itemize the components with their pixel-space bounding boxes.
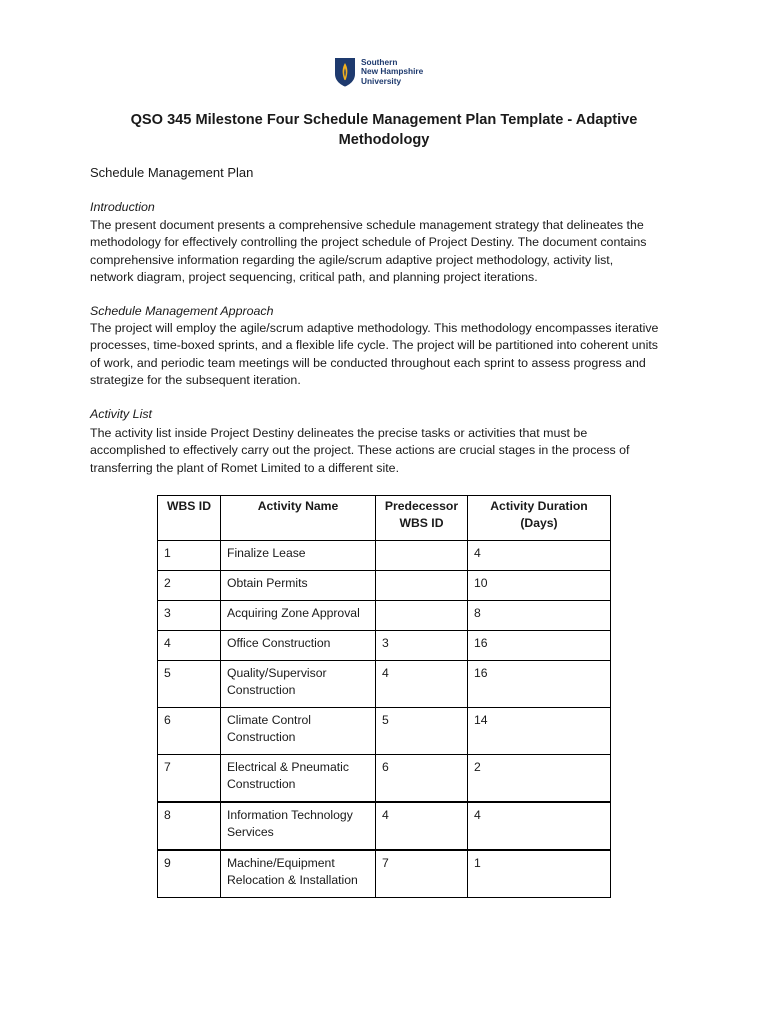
title-line-2: Methodology xyxy=(338,132,430,148)
cell-predecessor xyxy=(376,541,468,571)
introduction-paragraph xyxy=(90,217,690,287)
cell-duration: 4 xyxy=(468,802,611,850)
cell-duration: 10 xyxy=(468,571,611,601)
header-wbs-id: WBS ID xyxy=(158,496,221,541)
paragraph-line: network diagram, project sequencing, critical path, and planning project iterations. xyxy=(90,270,538,285)
cell-activity-name: Office Construction xyxy=(221,631,376,661)
table-row xyxy=(158,571,611,601)
document-title xyxy=(90,110,678,150)
header-activity-name: Activity Name xyxy=(221,496,376,541)
cell-activity-name: Machine/Equipment Relocation & Installation xyxy=(221,850,376,898)
cell-duration: 16 xyxy=(468,661,611,708)
paragraph-line: The project will employ the agile/scrum adaptive methodology. This methodology encompasses iterative xyxy=(90,321,659,335)
table-header-row xyxy=(158,496,611,541)
cell-predecessor: 4 xyxy=(376,661,468,708)
cell-wbs-id: 1 xyxy=(158,541,221,571)
table-row xyxy=(158,601,611,631)
section-title: Schedule Management Plan xyxy=(90,165,254,180)
logo-line-2: New Hampshire xyxy=(361,66,424,77)
cell-predecessor xyxy=(376,601,468,631)
logo-line-1: Southern xyxy=(361,56,398,67)
paragraph-line: The present document presents a comprehensive schedule management strategy that delineates the xyxy=(90,218,644,232)
introduction-heading: Introduction xyxy=(90,200,155,214)
paragraph-line: comprehensive information regarding the agile/scrum adaptive project methodology, activity list, xyxy=(90,252,614,267)
shield-icon xyxy=(334,57,356,87)
paragraph-line: The activity list inside Project Destiny delineates the precise tasks or activities that must be xyxy=(90,426,588,440)
header-predecessor: Predecessor WBS ID xyxy=(376,496,468,541)
cell-predecessor: 4 xyxy=(376,802,468,850)
cell-wbs-id: 2 xyxy=(158,571,221,601)
cell-predecessor: 7 xyxy=(376,850,468,898)
activity-list-paragraph xyxy=(90,425,690,477)
activity-table xyxy=(157,495,611,898)
cell-wbs-id: 9 xyxy=(158,850,221,898)
approach-heading: Schedule Management Approach xyxy=(90,304,274,318)
paragraph-line: processes, time-boxed sprints, and a flexible life cycle. The project will be partitioned into coherent units xyxy=(90,338,658,353)
cell-wbs-id: 7 xyxy=(158,755,221,803)
cell-predecessor: 5 xyxy=(376,708,468,755)
cell-duration: 2 xyxy=(468,755,611,803)
cell-activity-name: Electrical & Pneumatic Construction xyxy=(221,755,376,803)
cell-wbs-id: 8 xyxy=(158,802,221,850)
table-row xyxy=(158,850,611,898)
table-row xyxy=(158,541,611,571)
cell-wbs-id: 4 xyxy=(158,631,221,661)
cell-activity-name: Information Technology Services xyxy=(221,802,376,850)
paragraph-line: methodology for effectively controlling the project schedule of Project Destiny. The document contains xyxy=(90,235,647,250)
table-row xyxy=(158,755,611,803)
cell-duration: 4 xyxy=(468,541,611,571)
cell-predecessor xyxy=(376,571,468,601)
table-row xyxy=(158,708,611,755)
snhu-logo xyxy=(334,56,423,88)
cell-duration: 14 xyxy=(468,708,611,755)
cell-wbs-id: 6 xyxy=(158,708,221,755)
table-row xyxy=(158,802,611,850)
cell-wbs-id: 3 xyxy=(158,601,221,631)
activity-list-heading: Activity List xyxy=(90,407,152,421)
title-line-1: QSO 345 Milestone Four Schedule Management Plan Template - Adaptive xyxy=(130,112,638,128)
logo-line-3: University xyxy=(361,75,402,86)
cell-predecessor: 6 xyxy=(376,755,468,803)
cell-activity-name: Finalize Lease xyxy=(221,541,376,571)
cell-activity-name: Obtain Permits xyxy=(221,571,376,601)
table-row xyxy=(158,631,611,661)
cell-wbs-id: 5 xyxy=(158,661,221,708)
paragraph-line: accomplished to effectively carry out the project. These actions are crucial stages in the process of xyxy=(90,443,630,458)
cell-activity-name: Acquiring Zone Approval xyxy=(221,601,376,631)
cell-activity-name: Quality/Supervisor Construction xyxy=(221,661,376,708)
paragraph-line: transferring the plant of Romet Limited to a different site. xyxy=(90,460,400,475)
cell-duration: 1 xyxy=(468,850,611,898)
paragraph-line: strategize for the subsequent iteration. xyxy=(90,373,301,388)
cell-predecessor: 3 xyxy=(376,631,468,661)
table-row xyxy=(158,661,611,708)
approach-paragraph xyxy=(90,320,690,390)
cell-activity-name: Climate Control Construction xyxy=(221,708,376,755)
header-duration: Activity Duration (Days) xyxy=(468,496,611,541)
cell-duration: 16 xyxy=(468,631,611,661)
paragraph-line: of work, and periodic team meetings will be conducted throughout each sprint to assess progress and xyxy=(90,355,646,370)
cell-duration: 8 xyxy=(468,601,611,631)
